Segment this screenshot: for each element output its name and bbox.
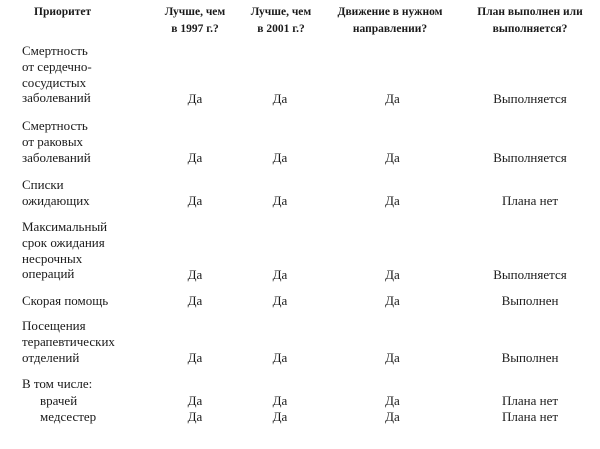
cell-direction: Да: [385, 193, 400, 209]
cell-better-2001: Да: [272, 150, 288, 166]
group-label: В том числе:: [22, 376, 93, 391]
cell-direction: Да: [385, 293, 400, 309]
table-row: [0, 177, 600, 209]
table-row: [0, 318, 600, 366]
header-plan: План выполнен или выполняется?: [477, 6, 583, 35]
header-better-2001: Лучше, чем в 2001 г.?: [250, 6, 312, 35]
cell-better-1997: Да: [187, 267, 203, 283]
cell-better-2001: Да: [272, 409, 288, 424]
cell-plan: Выполняется: [493, 267, 567, 283]
cell-direction: Да: [385, 393, 400, 408]
table-row: [0, 393, 600, 409]
cell-plan: Плана нет: [501, 409, 559, 424]
cell-direction: Да: [385, 409, 400, 424]
cell-direction: Да: [385, 91, 400, 107]
cell-direction: Да: [385, 150, 400, 166]
cell-better-1997: Да: [187, 409, 203, 424]
cell-plan: Плана нет: [501, 393, 559, 408]
table-row: [0, 219, 600, 283]
cell-plan: Выполняется: [493, 91, 567, 107]
row-label: медсестер: [40, 409, 97, 424]
cell-better-1997: Да: [187, 91, 203, 107]
cell-better-1997: Да: [187, 393, 203, 408]
cell-better-1997: Да: [187, 150, 203, 166]
row-label: врачей: [40, 393, 78, 408]
cell-plan: Выполнен: [501, 293, 559, 309]
cell-better-2001: Да: [272, 91, 288, 107]
table-row: [0, 118, 600, 166]
group-heading-row: [0, 376, 600, 392]
cell-better-2001: Да: [272, 350, 288, 366]
row-label: Списки ожидающих: [22, 177, 90, 208]
row-label: Посещения терапевтических отделений: [22, 318, 115, 365]
cell-better-1997: Да: [187, 293, 203, 309]
cell-better-1997: Да: [187, 350, 203, 366]
cell-better-1997: Да: [187, 193, 203, 209]
header-better-1997: Лучше, чем в 1997 г.?: [164, 6, 226, 35]
table-row: [0, 293, 600, 309]
cell-better-2001: Да: [272, 267, 288, 283]
cell-direction: Да: [385, 350, 400, 366]
row-label: Максимальный срок ожидания несрочных операций: [22, 219, 108, 282]
header-direction: Движение в нужном направлении?: [337, 6, 443, 35]
row-label: Смертность от сердечно- сосудистых заболеваний: [22, 43, 92, 106]
cell-plan: Выполняется: [493, 150, 567, 166]
cell-direction: Да: [385, 267, 400, 283]
cell-better-2001: Да: [272, 393, 288, 408]
table-row: [0, 409, 600, 425]
row-label: Скорая помощь: [22, 293, 109, 308]
cell-plan: Выполнен: [501, 350, 559, 366]
cell-better-2001: Да: [272, 193, 288, 209]
table-row: [0, 43, 600, 107]
header-priority: Приоритет: [34, 6, 92, 18]
cell-plan: Плана нет: [501, 193, 559, 209]
row-label: Смертность от раковых заболеваний: [22, 118, 91, 165]
cell-better-2001: Да: [272, 293, 288, 309]
